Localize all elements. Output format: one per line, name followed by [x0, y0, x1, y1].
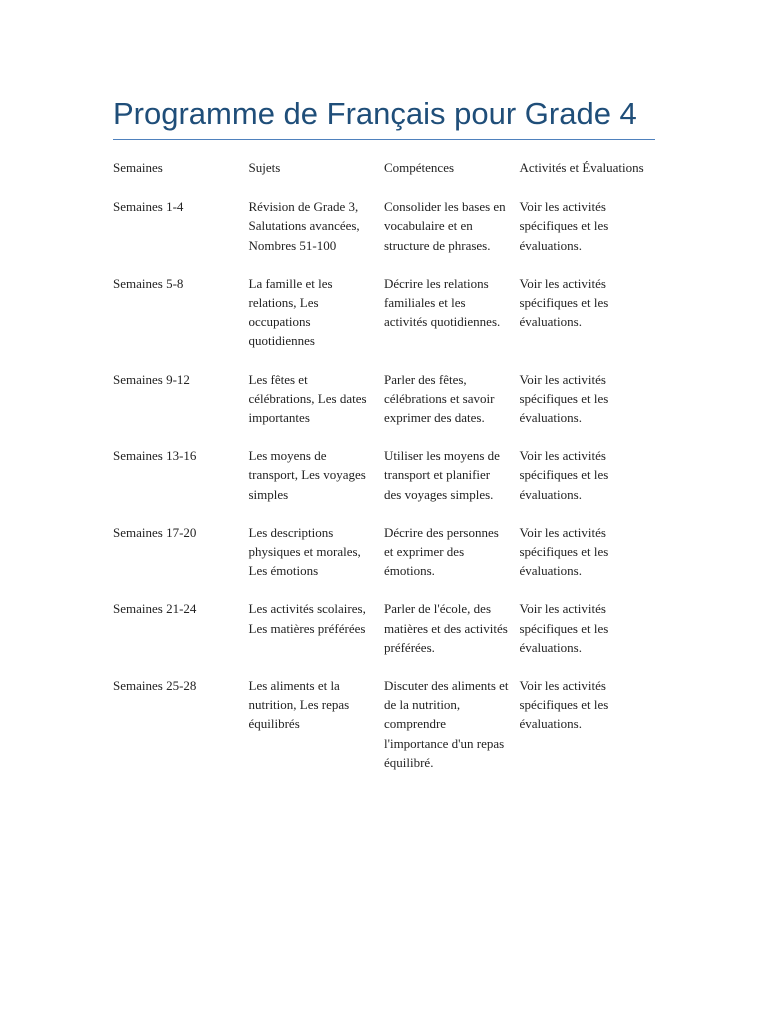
- cell-weeks: Semaines 17-20: [113, 524, 197, 540]
- table-row: [108, 269, 650, 365]
- cell-weeks: Semaines 1-4: [113, 199, 184, 215]
- cell-topics: Révision de Grade 3, Salutations avancées, Nombres 51-100: [248, 199, 360, 253]
- cell-skills: Décrire les relations familiales et les activités quotidiennes.: [384, 275, 501, 330]
- table-header: [108, 153, 650, 192]
- cell-topics: Les fêtes et célébrations, Les dates importantes: [248, 371, 367, 426]
- cell-skills: Parler de l'école, des matières et des activités préférées.: [384, 601, 508, 655]
- cell-skills: Décrire des personnes et exprimer des émotions.: [384, 524, 499, 579]
- header-skills: Compétences: [384, 160, 455, 175]
- cell-weeks: Semaines 21-24: [113, 601, 197, 617]
- curriculum-table: [108, 153, 650, 786]
- cell-activities: Voir les activités spécifiques et les évaluations.: [519, 199, 609, 253]
- header-row: [108, 153, 650, 192]
- cell-skills: Consolider les bases en vocabulaire et en structure de phrases.: [384, 199, 506, 253]
- cell-activities: Voir les activités spécifiques et les évaluations.: [519, 601, 609, 655]
- cell-weeks: Semaines 13-16: [113, 448, 197, 464]
- table-row: [108, 671, 650, 786]
- header-topics: Sujets: [248, 160, 281, 175]
- cell-activities: Voir les activités spécifiques et les évaluations.: [519, 678, 609, 732]
- table-row: [108, 441, 650, 518]
- document-title: Programme de Français pour Grade 4: [113, 96, 637, 131]
- header-activities: Activités et Évaluations: [519, 160, 644, 175]
- cell-activities: Voir les activités spécifiques et les évaluations.: [519, 275, 609, 330]
- table-row: [108, 365, 650, 442]
- cell-topics: La famille et les relations, Les occupations quotidiennes: [248, 275, 333, 349]
- cell-activities: Voir les activités spécifiques et les évaluations.: [519, 371, 609, 426]
- cell-activities: Voir les activités spécifiques et les évaluations.: [519, 524, 609, 579]
- cell-weeks: Semaines 5-8: [113, 275, 184, 291]
- cell-topics: Les activités scolaires, Les matières préférées: [248, 601, 366, 636]
- table-row: [108, 594, 650, 671]
- table-body: [108, 192, 650, 786]
- cell-weeks: Semaines 9-12: [113, 371, 190, 387]
- title-underline: [113, 139, 655, 140]
- cell-skills: Discuter des aliments et de la nutrition, comprendre l'importance d'un repas équilibré.: [384, 678, 509, 770]
- cell-topics: Les descriptions physiques et morales, Les émotions: [248, 524, 361, 579]
- table-row: [108, 192, 650, 269]
- header-weeks: Semaines: [113, 160, 163, 175]
- cell-weeks: Semaines 25-28: [113, 678, 197, 694]
- cell-skills: Parler des fêtes, célébrations et savoir exprimer des dates.: [384, 371, 495, 426]
- cell-skills: Utiliser les moyens de transport et planifier des voyages simples.: [384, 448, 500, 502]
- table-row: [108, 518, 650, 595]
- cell-topics: Les moyens de transport, Les voyages simples: [248, 448, 366, 502]
- cell-activities: Voir les activités spécifiques et les évaluations.: [519, 448, 609, 502]
- cell-topics: Les aliments et la nutrition, Les repas équilibrés: [248, 678, 350, 732]
